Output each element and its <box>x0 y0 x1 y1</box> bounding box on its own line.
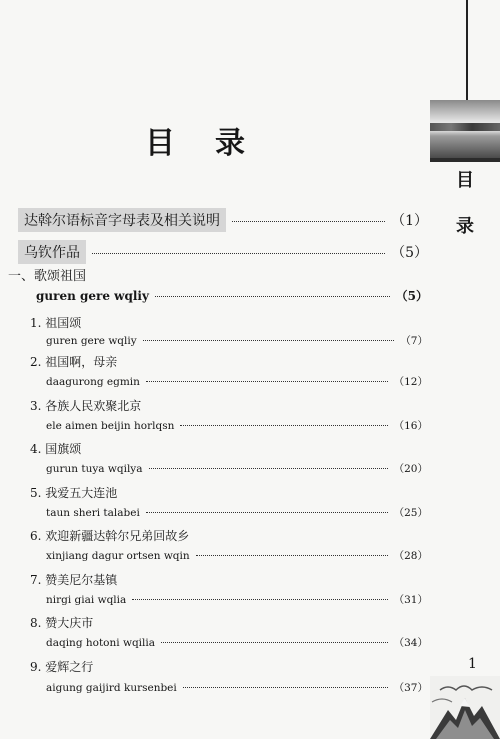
side-tab-char-1: 目 <box>456 170 475 191</box>
toc-entry-label: daqing hotoni wqilia <box>46 637 156 649</box>
toc-entry-label: xinjiang dagur ortsen wqin <box>46 550 190 562</box>
dot-leader <box>143 340 395 341</box>
page-number: 1 <box>468 656 477 672</box>
toc-entry-13[interactable] <box>46 505 428 520</box>
toc-entry-label: ele aimen beijin horlqsn <box>46 420 175 432</box>
toc-page-number: （5） <box>395 289 428 303</box>
toc-entry-label: 乌钦作品 <box>18 240 86 264</box>
toc-entry-label: guren gere wqliy <box>36 289 149 303</box>
toc-item-title: 8. 赞大庆市 <box>30 616 94 630</box>
toc-item-title: 2. 祖国啊，母亲 <box>30 355 118 369</box>
toc-section-heading: 一、歌颂祖国 <box>8 269 87 284</box>
toc-page-number: （31） <box>393 594 428 606</box>
toc-page-number: （25） <box>393 507 428 519</box>
dot-leader <box>149 468 388 469</box>
mountain-ornament-svg <box>430 676 500 739</box>
toc-entry-label: daagurong egmin <box>46 376 140 388</box>
dot-leader <box>146 512 388 513</box>
landscape-thumbnail <box>430 100 500 158</box>
toc-page-number: （5） <box>391 245 428 261</box>
toc-entry-3[interactable] <box>36 287 428 304</box>
toc-entry-1[interactable] <box>18 240 428 264</box>
dot-leader <box>155 296 390 297</box>
toc-entry-7[interactable] <box>46 374 428 389</box>
toc-entry-9[interactable] <box>46 418 428 433</box>
toc-entry-15[interactable] <box>46 548 428 563</box>
toc-entry-0[interactable] <box>18 208 428 232</box>
dot-leader <box>180 425 387 426</box>
dot-leader <box>161 642 388 643</box>
toc-entry-17[interactable] <box>46 592 428 607</box>
page-title: 目录 <box>145 126 285 161</box>
top-vertical-rule <box>466 0 468 100</box>
mountain-ornament <box>430 676 500 739</box>
thumbnail-underline <box>430 158 500 162</box>
toc-entry-19[interactable] <box>46 635 428 650</box>
toc-entry-label: aigung gaijird kursenbei <box>46 682 177 694</box>
toc-item-title: 7. 赞美尼尔基镇 <box>30 573 118 587</box>
dot-leader <box>92 253 385 254</box>
toc-entry-label: taun sheri talabei <box>46 507 140 519</box>
toc-item-title: 1. 祖国颂 <box>30 316 82 330</box>
dot-leader <box>232 221 385 222</box>
toc-entry-5[interactable] <box>46 333 428 348</box>
toc-entry-label: guren gere wqliy <box>46 335 137 347</box>
side-tab-char-2: 录 <box>456 216 475 237</box>
toc-page-number: （37） <box>393 682 428 694</box>
toc-page-number: （34） <box>393 637 428 649</box>
toc-item-title: 9. 爱辉之行 <box>30 660 94 674</box>
toc-entry-label: gurun tuya wqilya <box>46 463 143 475</box>
dot-leader <box>196 555 388 556</box>
toc-item-title: 3. 各族人民欢聚北京 <box>30 399 142 413</box>
toc-page-number: （12） <box>393 376 428 388</box>
toc-page-number: （28） <box>393 550 428 562</box>
toc-page-number: （16） <box>393 420 428 432</box>
dot-leader <box>183 687 388 688</box>
toc-item-title: 5. 我爱五大连池 <box>30 486 118 500</box>
toc-entry-label: nirgi giai wqlia <box>46 594 127 606</box>
toc-entry-label: 达斡尔语标音字母表及相关说明 <box>18 208 226 232</box>
toc-page-number: （20） <box>393 463 428 475</box>
toc-page-number: （1） <box>391 213 428 229</box>
toc-page-number: （7） <box>400 335 428 347</box>
dot-leader <box>146 381 388 382</box>
toc-entry-11[interactable] <box>46 461 428 476</box>
toc-item-title: 6. 欢迎新疆达斡尔兄弟回故乡 <box>30 529 190 543</box>
toc-entry-21[interactable] <box>46 680 428 695</box>
toc-item-title: 4. 国旗颂 <box>30 442 82 456</box>
dot-leader <box>132 599 387 600</box>
